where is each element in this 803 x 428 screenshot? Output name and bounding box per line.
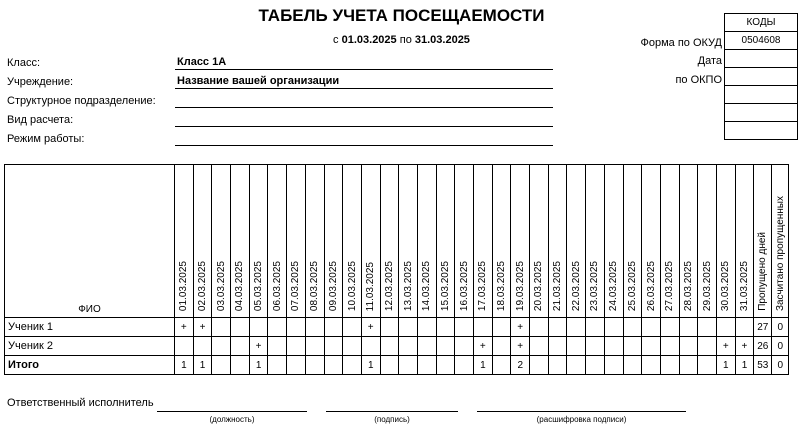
attendance-cell[interactable]: + — [249, 337, 268, 356]
counted-header — [772, 165, 789, 318]
attendance-cell[interactable] — [642, 318, 661, 337]
fio-header: ФИО — [5, 165, 175, 318]
signature-caption: (подпись) — [374, 415, 410, 424]
missed-days-cell: 26 — [754, 337, 772, 356]
attendance-cell[interactable] — [455, 318, 474, 337]
date-header-label: 24.03.2025 — [608, 260, 620, 311]
date-header — [567, 165, 586, 318]
attendance-cell[interactable] — [324, 337, 343, 356]
attendance-cell[interactable] — [399, 337, 418, 356]
attendance-cell[interactable]: + — [193, 318, 212, 337]
work-mode-underline — [175, 145, 553, 146]
date-header — [698, 165, 717, 318]
attendance-cell[interactable] — [417, 318, 436, 337]
codes-header: КОДЫ — [725, 14, 798, 32]
date-header — [455, 165, 474, 318]
attendance-cell[interactable] — [660, 337, 679, 356]
attendance-cell[interactable] — [305, 337, 324, 356]
attendance-cell[interactable] — [287, 318, 306, 337]
attendance-cell[interactable] — [399, 356, 418, 375]
attendance-cell[interactable] — [492, 356, 511, 375]
attendance-cell[interactable]: + — [716, 337, 735, 356]
date-header-label: 22.03.2025 — [570, 260, 582, 311]
date-header-label: 10.03.2025 — [346, 260, 358, 311]
missed-days-cell: 27 — [754, 318, 772, 337]
position-line[interactable] — [157, 411, 307, 412]
attendance-cell[interactable] — [380, 356, 399, 375]
attendance-cell[interactable]: + — [474, 337, 493, 356]
attendance-cell[interactable] — [343, 356, 362, 375]
date-header — [268, 165, 287, 318]
student-name: Итого — [5, 356, 175, 375]
period-start: 01.03.2025 — [341, 34, 397, 46]
period-end: 31.03.2025 — [414, 34, 470, 46]
attendance-cell[interactable]: 1 — [474, 356, 493, 375]
date-label: Дата — [697, 55, 722, 67]
date-header-label: 25.03.2025 — [626, 260, 638, 311]
date-header-label: 16.03.2025 — [458, 260, 470, 311]
attendance-cell[interactable]: + — [361, 318, 380, 337]
attendance-cell[interactable] — [735, 318, 754, 337]
date-header — [324, 165, 343, 318]
date-header — [548, 165, 567, 318]
attendance-cell[interactable] — [567, 318, 586, 337]
date-header — [417, 165, 436, 318]
attendance-cell[interactable] — [436, 337, 455, 356]
okpo-value[interactable] — [725, 68, 798, 86]
class-value[interactable]: Класс 1А — [177, 56, 227, 68]
class-underline — [175, 69, 553, 70]
missed-header — [754, 165, 772, 318]
attendance-cell[interactable] — [231, 318, 250, 337]
attendance-cell[interactable] — [567, 356, 586, 375]
date-header-label: 14.03.2025 — [421, 260, 433, 311]
page-title: ТАБЕЛЬ УЧЕТА ПОСЕЩАЕМОСТИ — [258, 6, 545, 25]
student-name: Ученик 2 — [5, 337, 175, 356]
date-header — [399, 165, 418, 318]
missed-days-cell: 53 — [754, 356, 772, 375]
date-header-label: 08.03.2025 — [309, 260, 321, 311]
date-header — [305, 165, 324, 318]
date-header-label: 05.03.2025 — [253, 260, 265, 311]
okud-label: Форма по ОКУД — [640, 37, 722, 49]
calc-type-underline — [175, 126, 553, 127]
date-header-label: 02.03.2025 — [197, 260, 209, 311]
decoding-caption: (расшифровка подписи) — [536, 415, 627, 424]
table-header-row — [5, 165, 789, 318]
attendance-cell[interactable] — [305, 356, 324, 375]
attendance-cell[interactable] — [324, 318, 343, 337]
attendance-cell[interactable] — [231, 337, 250, 356]
calc-type-label: Вид расчета: — [7, 114, 74, 126]
date-header — [660, 165, 679, 318]
date-header-label: 19.03.2025 — [514, 260, 526, 311]
attendance-cell[interactable]: 1 — [716, 356, 735, 375]
attendance-cell[interactable] — [586, 356, 605, 375]
date-header — [586, 165, 605, 318]
attendance-cell[interactable]: + — [735, 337, 754, 356]
date-header — [231, 165, 250, 318]
attendance-cell[interactable] — [417, 337, 436, 356]
attendance-cell[interactable] — [623, 356, 642, 375]
attendance-cell[interactable]: + — [511, 318, 530, 337]
attendance-cell[interactable] — [698, 356, 717, 375]
attendance-cell[interactable] — [268, 318, 287, 337]
attendance-cell[interactable] — [623, 318, 642, 337]
attendance-cell[interactable] — [268, 337, 287, 356]
date-header — [530, 165, 549, 318]
attendance-cell[interactable] — [343, 318, 362, 337]
date-header-label: 28.03.2025 — [682, 260, 694, 311]
attendance-cell[interactable] — [548, 318, 567, 337]
date-header-label: 17.03.2025 — [477, 260, 489, 311]
date-header — [716, 165, 735, 318]
date-header — [436, 165, 455, 318]
counted-header-label: Засчитано пропущенных — [774, 195, 786, 311]
attendance-cell[interactable] — [586, 337, 605, 356]
okud-value[interactable]: 0504608 — [725, 32, 798, 50]
attendance-cell[interactable] — [287, 337, 306, 356]
attendance-cell[interactable] — [698, 337, 717, 356]
signature-line[interactable] — [326, 411, 458, 412]
date-header — [735, 165, 754, 318]
code-extra-2[interactable] — [725, 104, 798, 122]
table-row — [5, 356, 789, 375]
attendance-cell[interactable]: 1 — [193, 356, 212, 375]
attendance-cell[interactable] — [268, 356, 287, 375]
attendance-cell[interactable] — [604, 337, 623, 356]
date-header — [679, 165, 698, 318]
attendance-cell[interactable] — [249, 318, 268, 337]
attendance-cell[interactable] — [548, 337, 567, 356]
period-middle: по — [399, 34, 412, 46]
class-label: Класс: — [7, 57, 40, 69]
date-header-label: 31.03.2025 — [738, 260, 750, 311]
date-header-label: 07.03.2025 — [290, 260, 302, 311]
attendance-cell[interactable] — [436, 356, 455, 375]
attendance-cell[interactable] — [324, 356, 343, 375]
code-extra-3[interactable] — [725, 122, 798, 140]
attendance-cell[interactable]: 1 — [249, 356, 268, 375]
attendance-cell[interactable] — [361, 337, 380, 356]
date-header — [361, 165, 380, 318]
attendance-cell[interactable] — [679, 318, 698, 337]
attendance-cell[interactable] — [343, 337, 362, 356]
institution-label: Учреждение: — [7, 76, 74, 88]
attendance-cell[interactable] — [212, 337, 231, 356]
date-header — [212, 165, 231, 318]
attendance-cell[interactable] — [698, 318, 717, 337]
attendance-cell[interactable] — [455, 337, 474, 356]
attendance-cell[interactable] — [193, 337, 212, 356]
attendance-cell[interactable] — [530, 356, 549, 375]
attendance-cell[interactable] — [586, 318, 605, 337]
attendance-cell[interactable] — [436, 318, 455, 337]
attendance-cell[interactable] — [305, 318, 324, 337]
date-header-label: 18.03.2025 — [496, 260, 508, 311]
student-name: Ученик 1 — [5, 318, 175, 337]
attendance-cell[interactable] — [175, 337, 194, 356]
attendance-cell[interactable] — [231, 356, 250, 375]
attendance-cell[interactable] — [417, 356, 436, 375]
date-header — [175, 165, 194, 318]
attendance-cell[interactable] — [660, 356, 679, 375]
date-header-label: 03.03.2025 — [215, 260, 227, 311]
date-header — [287, 165, 306, 318]
attendance-cell[interactable] — [530, 337, 549, 356]
attendance-cell[interactable] — [623, 337, 642, 356]
date-header-label: 04.03.2025 — [234, 260, 246, 311]
date-header-label: 26.03.2025 — [645, 260, 657, 311]
date-header-label: 13.03.2025 — [402, 260, 414, 311]
date-header-label: 01.03.2025 — [178, 260, 190, 311]
attendance-cell[interactable] — [679, 356, 698, 375]
attendance-cell[interactable] — [492, 337, 511, 356]
attendance-cell[interactable] — [380, 318, 399, 337]
attendance-cell[interactable] — [642, 356, 661, 375]
attendance-cell[interactable] — [604, 318, 623, 337]
attendance-cell[interactable]: + — [175, 318, 194, 337]
institution-underline — [175, 88, 553, 89]
responsible-label: Ответственный исполнитель — [7, 397, 154, 409]
attendance-cell[interactable] — [567, 337, 586, 356]
date-header-label: 21.03.2025 — [552, 260, 564, 311]
date-header-label: 15.03.2025 — [439, 260, 451, 311]
institution-value[interactable]: Название вашей организации — [177, 75, 340, 87]
period-prefix: с — [333, 34, 339, 46]
date-value[interactable] — [725, 50, 798, 68]
attendance-cell[interactable] — [287, 356, 306, 375]
attendance-cell[interactable] — [548, 356, 567, 375]
missed-header-label: Пропущено дней — [757, 232, 769, 311]
attendance-cell[interactable]: 1 — [735, 356, 754, 375]
attendance-cell[interactable] — [642, 337, 661, 356]
work-mode-label: Режим работы: — [7, 133, 85, 145]
attendance-cell[interactable] — [679, 337, 698, 356]
date-header — [249, 165, 268, 318]
attendance-cell[interactable] — [530, 318, 549, 337]
date-header-label: 29.03.2025 — [701, 260, 713, 311]
attendance-cell[interactable] — [474, 318, 493, 337]
counted-missed-cell: 0 — [772, 356, 789, 375]
date-header-label: 30.03.2025 — [720, 260, 732, 311]
date-header — [623, 165, 642, 318]
attendance-cell[interactable]: 1 — [175, 356, 194, 375]
counted-missed-cell: 0 — [772, 337, 789, 356]
attendance-cell[interactable] — [604, 356, 623, 375]
counted-missed-cell: 0 — [772, 318, 789, 337]
attendance-cell[interactable]: 2 — [511, 356, 530, 375]
subdivision-underline — [175, 107, 553, 108]
date-header-label: 20.03.2025 — [533, 260, 545, 311]
decoding-line[interactable] — [477, 411, 686, 412]
attendance-cell[interactable] — [492, 318, 511, 337]
date-header — [604, 165, 623, 318]
attendance-cell[interactable] — [716, 318, 735, 337]
table-row — [5, 337, 789, 356]
date-header-label: 23.03.2025 — [589, 260, 601, 311]
date-header-label: 27.03.2025 — [664, 260, 676, 311]
table-row — [5, 318, 789, 337]
date-header-label: 11.03.2025 — [365, 261, 377, 311]
date-header-label: 06.03.2025 — [271, 260, 283, 311]
attendance-cell[interactable]: 1 — [361, 356, 380, 375]
position-caption: (должность) — [209, 415, 255, 424]
date-header-label: 12.03.2025 — [383, 260, 395, 311]
code-extra-1[interactable] — [725, 86, 798, 104]
attendance-cell[interactable] — [212, 356, 231, 375]
date-header — [492, 165, 511, 318]
date-header — [474, 165, 493, 318]
attendance-cell[interactable] — [399, 318, 418, 337]
date-header — [380, 165, 399, 318]
codes-table — [724, 13, 798, 140]
date-header — [511, 165, 530, 318]
attendance-cell[interactable] — [660, 318, 679, 337]
date-header — [193, 165, 212, 318]
attendance-cell[interactable] — [455, 356, 474, 375]
okpo-label: по ОКПО — [675, 74, 722, 86]
attendance-cell[interactable] — [380, 337, 399, 356]
attendance-table — [4, 164, 789, 375]
date-header — [343, 165, 362, 318]
attendance-cell[interactable]: + — [511, 337, 530, 356]
attendance-cell[interactable] — [212, 318, 231, 337]
date-header-label: 09.03.2025 — [327, 260, 339, 311]
date-header — [642, 165, 661, 318]
subdivision-label: Структурное подразделение: — [7, 95, 156, 107]
